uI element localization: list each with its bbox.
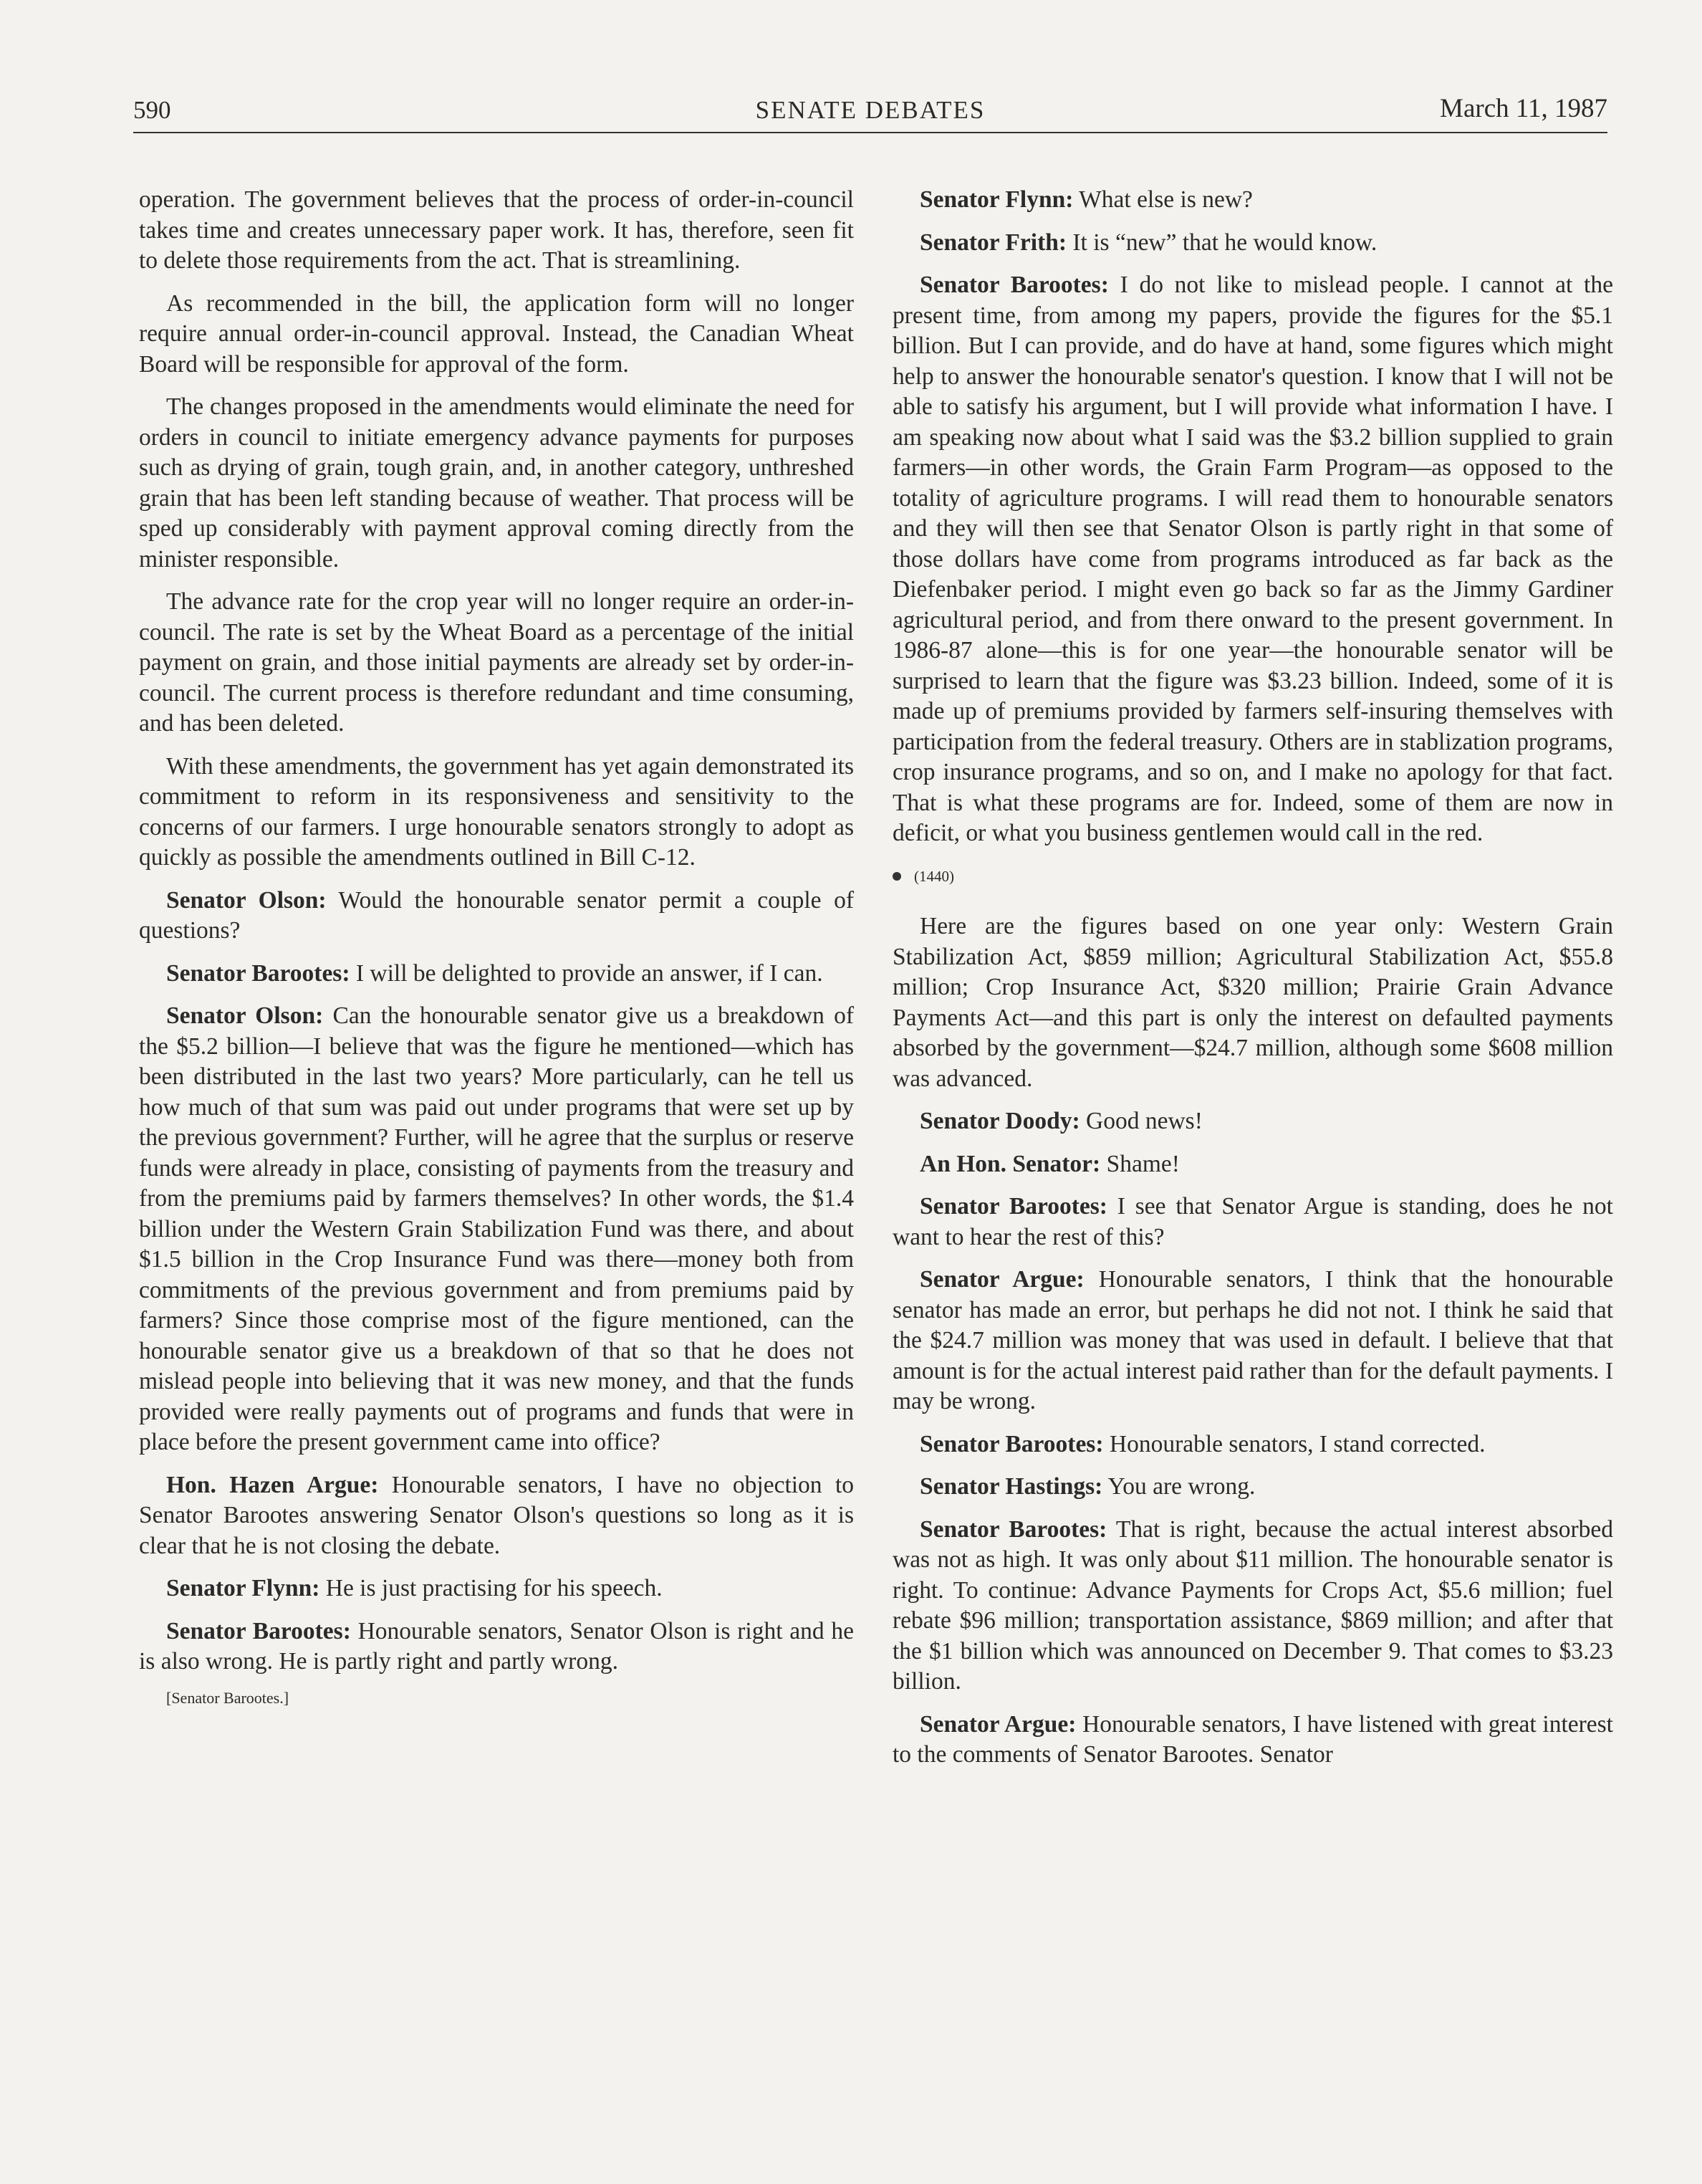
speaker-name: Hon. Hazen Argue: <box>166 1471 379 1498</box>
paragraph: The advance rate for the crop year will no longer require an order-in-council. The rate is set by the Wheat Board as a percentage of the initial payment on grain, and those initial payments are already set by order-in-council. The current process is therefore redundant and time consuming, and has been deleted. <box>139 588 854 737</box>
paragraph: Here are the figures based on one year only: Western Grain Stabilization Act, $859 million; Agricultural Stabilization Act, $55.8 million; Crop Insurance Act, $320 million; Prairie Grain Advance Payments Act—and this part is only the interest on defaulted payments absorbed by the government—$24.7 million, although some $608 million was advanced. <box>893 913 1613 1092</box>
speech-paragraph: An Hon. Senator: Shame! <box>920 1150 1180 1177</box>
speech-paragraph: Senator Barootes: Honourable senators, I stand corrected. <box>920 1430 1486 1457</box>
speech-paragraph: Senator Frith: It is “new” that he would know. <box>920 229 1378 256</box>
time-marker-label: (1440) <box>914 867 954 885</box>
publication-title: SENATE DEBATES <box>755 96 986 124</box>
speech-paragraph: Senator Barootes: That is right, because the actual interest absorbed was not as high. It was only about $11 million. The honourable senator is right. To continue: Advance Payments for Crops Act, $5.6 million; fuel rebate $96 million; transportation assistance, $869 million; and after that the $1 billion which was announced on December 9. That comes to $3.23 billion. <box>893 1515 1613 1695</box>
paragraph: With these amendments, the government has yet again demonstrated its commitment to reform in its responsiveness and sensitivity to the concerns of our farmers. I urge honourable senators strongly to adopt as quickly as possible the amendments outlined in Bill C-12. <box>139 752 854 871</box>
speech-paragraph: Senator Barootes: I do not like to mislead people. I cannot at the present time, from among my papers, provide the figures for the $5.1 billion. But I can provide, and do have at hand, some figures which might help to answer the honourable senator's question. I know that I will not be able to satisfy his argument, but I will provide what information I have. I am speaking now about what I said was the $3.2 billion supplied to grain farmers—in other words, the Grain Farm Program—as opposed to the totality of agriculture programs. I will read them to honourable senators and they will then see that Senator Olson is partly right in that some of those dollars have come from programs introduced as far back as the Diefenbaker period. I might even go back so far as the Jimmy Gardiner agricultural period, and from there onward to the present government. In 1986-87 alone—this is for one year—the honourable senator will be surprised to learn that the figure was $3.23 billion. Indeed, some of it is made up of premiums provided by farmers self-insuring themselves with participation from the federal treasury. Others are in stablization programs, crop insurance programs, and so on, and I make no apology for that fact. That is what these programs are for. Indeed, some of them are now in deficit, or what you business gentlemen would call in the red. <box>893 272 1613 846</box>
page-number: 590 <box>133 96 171 124</box>
speech-paragraph: Senator Barootes: I will be delighted to provide an answer, if I can. <box>166 959 823 987</box>
session-date: March 11, 1987 <box>1440 94 1607 123</box>
time-marker <box>893 861 1613 892</box>
left-column <box>139 185 854 1713</box>
paragraph: The changes proposed in the amendments would eliminate the need for orders in council to initiate emergency advance payments for purposes such as drying of grain, tough grain, and, in another category, unthreshed grain that has been left standing because of weather. That process will be sped up considerably with payment approval coming directly from the minister responsible. <box>139 393 854 573</box>
right-column <box>893 185 1613 1783</box>
speaker-name: Senator Olson: <box>166 886 327 914</box>
speaker-name: Senator Flynn: <box>166 1575 320 1601</box>
speaker-name: Senator Barootes: <box>166 959 350 987</box>
speaker-name: Senator Barootes: <box>920 272 1109 298</box>
speech-paragraph: Senator Olson: Can the honourable senator give us a breakdown of the $5.2 billion—I believe that was the figure he mentioned—which has been distributed in the last two years? More particularly, can he tell us how much of that sum was paid out under programs that were set up by the previous government? Further, will he agree that the surplus or reserve funds were already in place, consisting of payments from the treasury and from the premiums paid by farmers themselves? In other words, the $1.4 billion under the Western Grain Stabilization Fund was there, and about $1.5 billion in the Crop Insurance Fund was there—money both from commitments of the previous government and from premiums paid by farmers? Since those comprise most of the figure mentioned, can the honourable senator give us a breakdown of that so that he does not mislead people into believing that it was new money, and that the funds provided were really payments out of programs and funds that were in place before the present government came into office? <box>139 1002 854 1455</box>
speech-paragraph: Senator Hastings: You are wrong. <box>920 1473 1256 1500</box>
speech-paragraph: Senator Flynn: What else is new? <box>920 186 1253 213</box>
running-footer: [Senator Barootes.] <box>166 1688 289 1707</box>
speaker-name: Senator Barootes: <box>166 1617 351 1644</box>
speaker-name: An Hon. Senator: <box>920 1150 1101 1177</box>
speaker-name: Senator Doody: <box>920 1108 1080 1134</box>
speech-paragraph: Senator Olson: Would the honourable senator permit a couple of questions? <box>139 886 854 944</box>
speech-paragraph: Senator Barootes: I see that Senator Argue is standing, does he not want to hear the rest of this? <box>893 1193 1613 1250</box>
speaker-name: Senator Flynn: <box>920 186 1074 213</box>
speaker-name: Senator Argue: <box>920 1710 1077 1738</box>
page-header <box>133 92 1607 133</box>
speaker-name: Senator Olson: <box>166 1002 324 1029</box>
speaker-name: Senator Hastings: <box>920 1473 1103 1500</box>
speaker-name: Senator Barootes: <box>920 1193 1107 1220</box>
speech-paragraph: Senator Argue: Honourable senators, I have listened with great interest to the comments of Senator Barootes. Senator <box>893 1710 1613 1768</box>
speech-paragraph: Senator Argue: Honourable senators, I think that the honourable senator has made an error, but perhaps he did not not. I think he said that the $24.7 million was money that was used in default. I believe that that amount is for the actual interest paid rather than for the default payments. I may be wrong. <box>893 1266 1613 1414</box>
paragraph: operation. The government believes that the process of order-in-council takes time and creates unnecessary paper work. It has, therefore, seen fit to delete those requirements from the act. That is streamlining. <box>139 186 854 274</box>
speaker-name: Senator Barootes: <box>920 1430 1104 1457</box>
speech-paragraph: Senator Doody: Good news! <box>920 1108 1203 1134</box>
speaker-name: Senator Argue: <box>920 1266 1085 1293</box>
speech-paragraph: Senator Flynn: He is just practising for his speech. <box>166 1575 663 1601</box>
speech-paragraph: Senator Barootes: Honourable senators, Senator Olson is right and he is also wrong. He is partly right and partly wrong. <box>139 1617 854 1675</box>
bullet-icon <box>893 872 901 881</box>
speaker-name: Senator Frith: <box>920 229 1067 256</box>
speaker-name: Senator Barootes: <box>920 1515 1107 1543</box>
speech-paragraph: Hon. Hazen Argue: Honourable senators, I have no objection to Senator Barootes answering Senator Olson's questions so long as it is clear that he is not closing the debate. <box>139 1471 855 1559</box>
paragraph: As recommended in the bill, the application form will no longer require annual order-in-council approval. Instead, the Canadian Wheat Board will be responsible for approval of the form. <box>139 289 854 378</box>
